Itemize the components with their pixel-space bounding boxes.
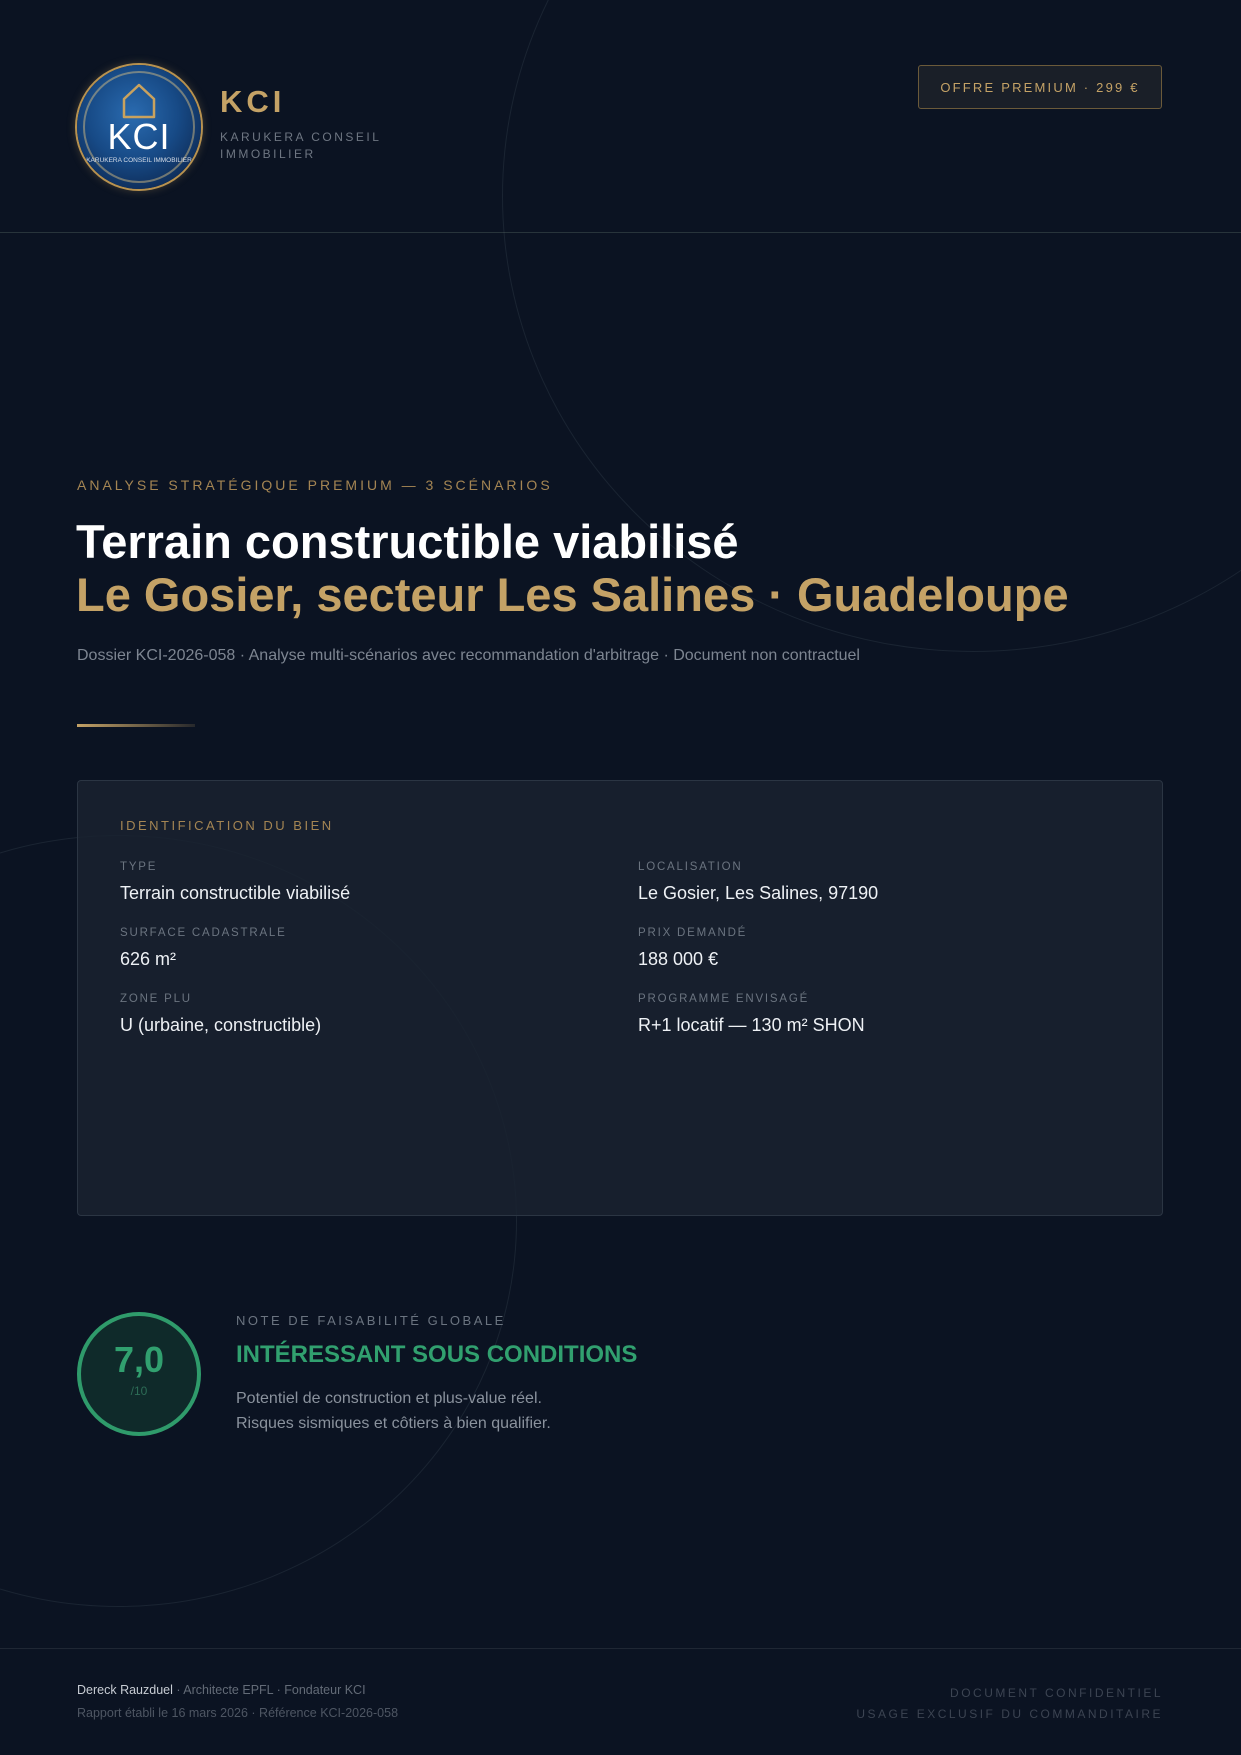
page-footer <box>0 1648 1241 1755</box>
logo-subtitle: KARUKERA CONSEIL IMMOBILIER <box>86 157 192 164</box>
field-label: PRIX DEMANDÉ <box>638 927 748 939</box>
hero-kicker: ANALYSE STRATÉGIQUE PREMIUM — 3 SCÉNARIOS <box>77 477 553 493</box>
house-icon <box>121 81 157 121</box>
footer-confidential: DOCUMENT CONFIDENTIEL <box>950 1686 1163 1700</box>
field-value: R+1 locatif — 130 m² SHON <box>638 1015 865 1035</box>
field-label: TYPE <box>120 861 158 873</box>
score-description <box>236 1386 551 1436</box>
field-value: Le Gosier, Les Salines, 97190 <box>638 883 879 903</box>
field-localisation <box>638 860 1098 904</box>
field-value: U (urbaine, constructible) <box>120 1015 322 1035</box>
score-max: /10 <box>130 1384 148 1398</box>
page-header <box>0 0 1241 233</box>
brand-tagline: KARUKERA CONSEIL IMMOBILIER <box>220 130 381 161</box>
logo-initials: KCI <box>107 116 171 157</box>
footer-author: Dereck Rauzduel <box>77 1683 173 1697</box>
dossier-reference: Dossier KCI-2026-058 · Analyse multi-scénarios avec recommandation d'arbitrage · Document non contractuel <box>77 647 860 664</box>
score-circle <box>77 1312 201 1436</box>
score-label: NOTE DE FAISABILITÉ GLOBALE <box>236 1313 506 1328</box>
offer-premium-badge: OFFRE PREMIUM · 299 € <box>918 65 1162 109</box>
footer-report-line: Rapport établi le 16 mars 2026 · Référence KCI-2026-058 <box>77 1706 399 1720</box>
score-description-line: Risques sismiques et côtiers à bien qualifier. <box>236 1415 551 1432</box>
field-label: SURFACE CADASTRALE <box>120 927 287 939</box>
identification-title: IDENTIFICATION DU BIEN <box>120 818 334 833</box>
field-label: PROGRAMME ENVISAGÉ <box>638 993 810 1005</box>
brand-name: KCI <box>220 84 286 119</box>
footer-author-role: · Architecte EPFL · Fondateur KCI <box>172 1683 366 1697</box>
field-zone-plu <box>120 992 580 1036</box>
field-type <box>120 860 580 904</box>
field-prix <box>638 926 1098 970</box>
field-value: 626 m² <box>120 949 177 969</box>
field-surface <box>120 926 580 970</box>
field-value: Terrain constructible viabilisé <box>120 883 351 903</box>
footer-author-line <box>77 1683 366 1697</box>
field-programme <box>638 992 1098 1036</box>
page-location-title: Le Gosier, secteur Les Salines · Guadeloupe <box>76 568 1069 621</box>
field-label: ZONE PLU <box>120 993 192 1005</box>
score-value: 7,0 <box>113 1339 165 1380</box>
gold-divider <box>77 724 195 727</box>
score-verdict: INTÉRESSANT SOUS CONDITIONS <box>236 1341 638 1368</box>
footer-usage: USAGE EXCLUSIF DU COMMANDITAIRE <box>856 1707 1163 1721</box>
score-description-line: Potentiel de construction et plus-value réel. <box>236 1390 542 1407</box>
kci-logo <box>77 65 201 189</box>
page-title: Terrain constructible viabilisé <box>76 515 739 568</box>
identification-card <box>77 780 1163 1216</box>
field-value: 188 000 € <box>638 949 719 969</box>
field-label: LOCALISATION <box>638 861 743 873</box>
